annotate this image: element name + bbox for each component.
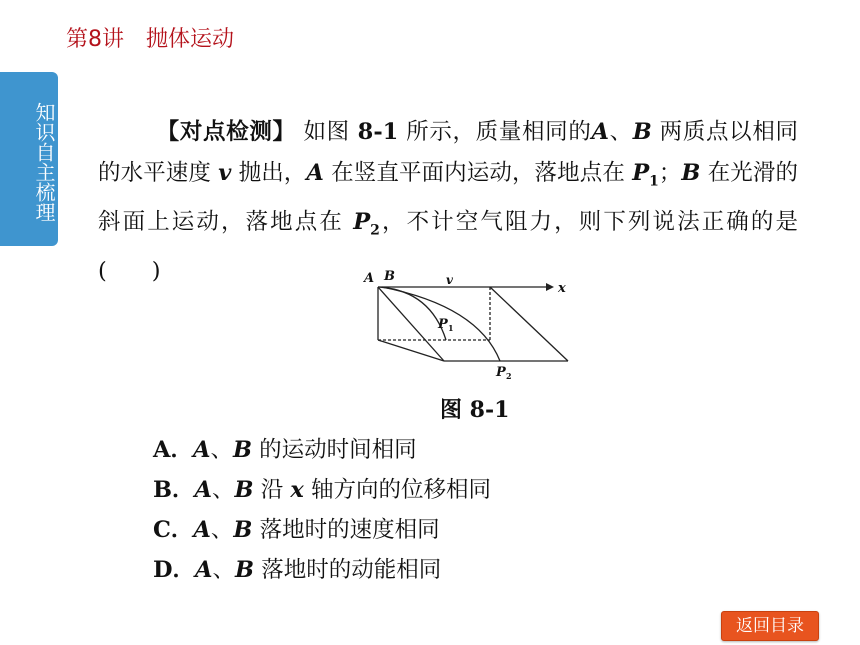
separator: 、 <box>212 477 235 503</box>
lecture-header <box>66 22 234 53</box>
label-p1-sub: 1 <box>448 323 454 333</box>
separator: 、 <box>210 517 234 543</box>
var-a: A <box>192 437 211 463</box>
option-c[interactable] <box>153 510 491 550</box>
option-key: A． <box>153 437 193 463</box>
back-to-contents-button[interactable]: 返回目录 <box>721 611 819 641</box>
var-a: A <box>193 517 211 543</box>
arrow-head <box>546 283 554 291</box>
option-text: 沿 <box>260 477 284 503</box>
label-p1: P <box>438 317 448 332</box>
option-text: 落地时的速度相同 <box>259 517 440 543</box>
question-text-part: 如图 <box>303 119 350 145</box>
var-b: B <box>234 477 254 503</box>
label-x: x <box>558 281 566 296</box>
var-p1-sub: 1 <box>649 173 659 189</box>
slope-right-edge <box>490 287 568 361</box>
question-text-part: ，不计空气阻力，则下列说法正确的是( ) <box>98 208 798 284</box>
side-tab-label: 知识自主梳理 <box>32 102 56 222</box>
figure-caption: 图 8-1 <box>440 397 510 423</box>
option-text: 轴方向的位移相同 <box>310 477 491 503</box>
option-key: D． <box>153 557 196 583</box>
var-p1: P <box>632 159 650 186</box>
label-b: B <box>384 269 395 284</box>
var-p2: P <box>353 208 371 235</box>
var-x: x <box>290 477 304 503</box>
option-text: 的运动时间相同 <box>259 437 417 463</box>
lecture-number: 第8讲 <box>66 27 124 52</box>
var-b: B <box>232 437 252 463</box>
question-text-part: 在竖直平面内运动，落地点在 <box>331 159 625 186</box>
option-key: C． <box>153 517 194 543</box>
var-a: A <box>194 477 212 503</box>
var-b: B <box>681 159 701 186</box>
option-d[interactable] <box>153 550 491 590</box>
option-a[interactable] <box>153 430 491 470</box>
var-v: v <box>218 159 232 186</box>
question-tag: 【对点检测】 <box>156 119 296 145</box>
label-p2: P <box>496 365 506 380</box>
label-a: A <box>364 271 375 286</box>
separator: 、 <box>212 557 235 583</box>
label-p2-sub: 2 <box>506 371 512 381</box>
var-p2-sub: 2 <box>370 222 380 238</box>
separator: 、 <box>210 437 233 463</box>
var-b: B <box>233 517 253 543</box>
question-text-part: 在光滑的斜面上运动，落地点在 <box>98 159 799 235</box>
figure-reference: 8-1 <box>357 119 399 145</box>
answer-options <box>153 430 491 590</box>
question-text <box>98 112 798 291</box>
option-b[interactable] <box>153 470 491 510</box>
lecture-topic: 抛体运动 <box>146 27 235 52</box>
option-text: 落地时的动能相同 <box>261 557 442 583</box>
var-a: A <box>306 159 324 186</box>
var-b: B <box>235 557 255 583</box>
var-a: A <box>591 119 609 145</box>
separator: 、 <box>608 119 633 145</box>
question-text-part: 所示，质量相同的 <box>406 119 592 145</box>
question-text-part: 两质点以相同的水平速度 <box>98 119 798 186</box>
question-text-part: ； <box>658 159 682 186</box>
label-v: v <box>446 273 453 287</box>
var-b: B <box>632 119 652 145</box>
figure-diagram <box>360 266 580 388</box>
option-key: B． <box>153 477 195 503</box>
question-text-part: 抛出， <box>238 159 307 186</box>
side-nav-tab[interactable] <box>0 72 58 246</box>
var-a: A <box>195 557 213 583</box>
